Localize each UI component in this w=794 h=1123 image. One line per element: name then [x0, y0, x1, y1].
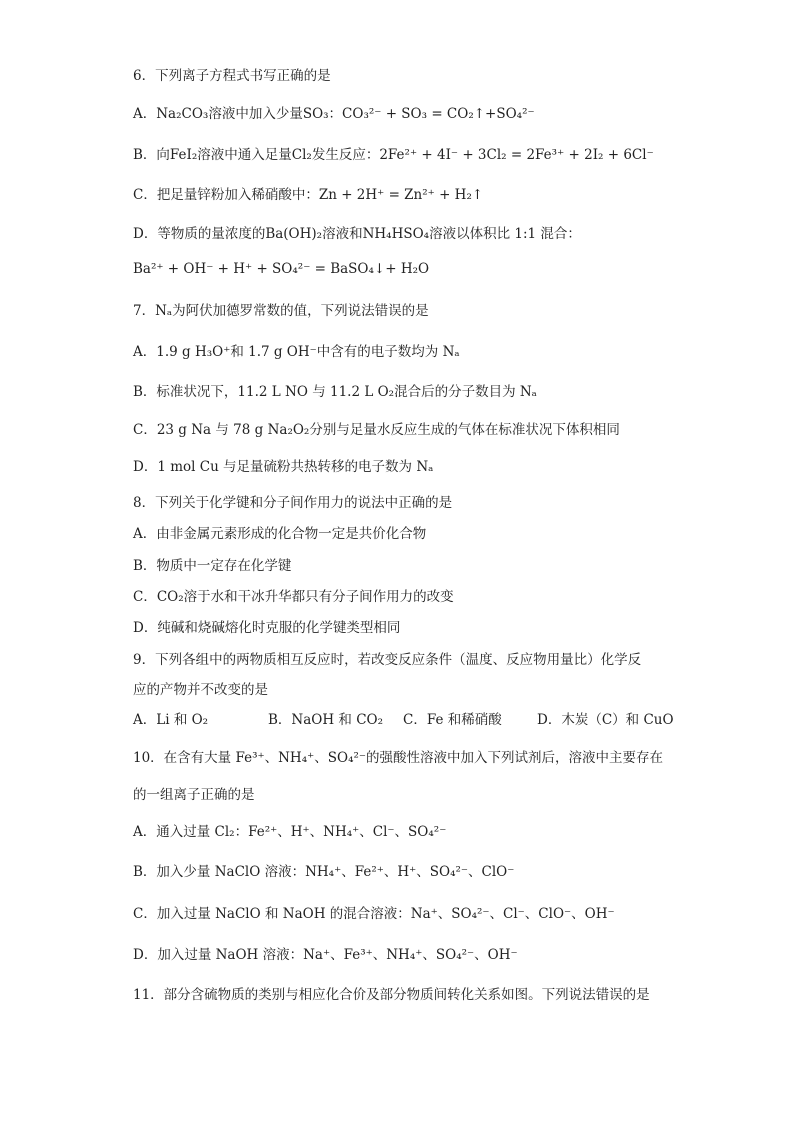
- question-10-option-c: C．加入过量 NaClO 和 NaOH 的混合溶液：Na⁺、SO₄²⁻、Cl⁻、ClO⁻、OH⁻: [133, 906, 615, 922]
- question-6-stem: 6．下列离子方程式书写正确的是: [133, 68, 331, 84]
- question-6-option-b: B．向FeI₂溶液中通入足量Cl₂发生反应：2Fe²⁺ + 4I⁻ + 3Cl₂ = 2Fe³⁺ + 2I₂ + 6Cl⁻: [133, 147, 654, 163]
- question-6-option-d-equation: Ba²⁺ + OH⁻ + H⁺ + SO₄²⁻ = BaSO₄↓+ H₂O: [133, 261, 430, 277]
- question-8-option-c: C．CO₂溶于水和干冰升华都只有分子间作用力的改变: [133, 589, 454, 605]
- question-10-option-a: A．通入过量 Cl₂：Fe²⁺、H⁺、NH₄⁺、Cl⁻、SO₄²⁻: [133, 824, 447, 840]
- question-6-option-d: D．等物质的量浓度的Ba(OH)₂溶液和NH₄HSO₄溶液以体积比 1:1 混合：: [133, 226, 581, 242]
- question-10-option-d: D．加入过量 NaOH 溶液：Na⁺、Fe³⁺、NH₄⁺、SO₄²⁻、OH⁻: [133, 947, 518, 963]
- question-9-option-b: B．NaOH 和 CO₂: [268, 712, 384, 728]
- question-9-stem-cont: 应的产物并不改变的是: [133, 682, 268, 698]
- question-6-option-c: C．把足量锌粉加入稀硝酸中：Zn + 2H⁺ = Zn²⁺ + H₂↑: [133, 187, 484, 203]
- question-8-option-b: B．物质中一定存在化学键: [133, 558, 292, 574]
- question-10-stem: 10．在含有大量 Fe³⁺、NH₄⁺、SO₄²⁻的强酸性溶液中加入下列试剂后，溶液中主要存在: [133, 750, 664, 766]
- question-10-option-b: B．加入少量 NaClO 溶液：NH₄⁺、Fe²⁺、H⁺、SO₄²⁻、ClO⁻: [133, 864, 515, 880]
- question-7-option-d: D．1 mol Cu 与足量硫粉共热转移的电子数为 Nₐ: [133, 459, 434, 475]
- question-9-option-d: D．木炭（C）和 CuO: [537, 712, 674, 728]
- question-10-stem-cont: 的一组离子正确的是: [133, 787, 255, 803]
- question-7-option-b: B．标准状况下，11.2 L NO 与 11.2 L O₂混合后的分子数目为 Nₐ: [133, 384, 537, 400]
- question-8-option-d: D．纯碱和烧碱熔化时克服的化学键类型相同: [133, 620, 401, 636]
- question-11-stem: 11．部分含硫物质的类别与相应化合价及部分物质间转化关系如图。下列说法错误的是: [133, 987, 650, 1003]
- question-8-stem: 8．下列关于化学键和分子间作用力的说法中正确的是: [133, 495, 453, 511]
- question-9-option-c: C．Fe 和稀硝酸: [403, 712, 502, 728]
- question-9-option-a: A．Li 和 O₂: [133, 712, 209, 728]
- question-6-option-a: A．Na₂CO₃溶液中加入少量SO₃：CO₃²⁻ + SO₃ = CO₂↑+SO₄²⁻: [133, 106, 535, 122]
- question-8-option-a: A．由非金属元素形成的化合物一定是共价化合物: [133, 526, 427, 542]
- question-7-option-a: A．1.9 g H₃O⁺和 1.7 g OH⁻中含有的电子数均为 Nₐ: [133, 344, 460, 360]
- question-7-option-c: C．23 g Na 与 78 g Na₂O₂分别与足量水反应生成的气体在标准状况下体积相同: [133, 422, 620, 438]
- question-7-stem: 7．Nₐ为阿伏加德罗常数的值，下列说法错误的是: [133, 303, 429, 319]
- question-9-stem: 9．下列各组中的两物质相互反应时，若改变反应条件（温度、反应物用量比）化学反: [133, 652, 642, 668]
